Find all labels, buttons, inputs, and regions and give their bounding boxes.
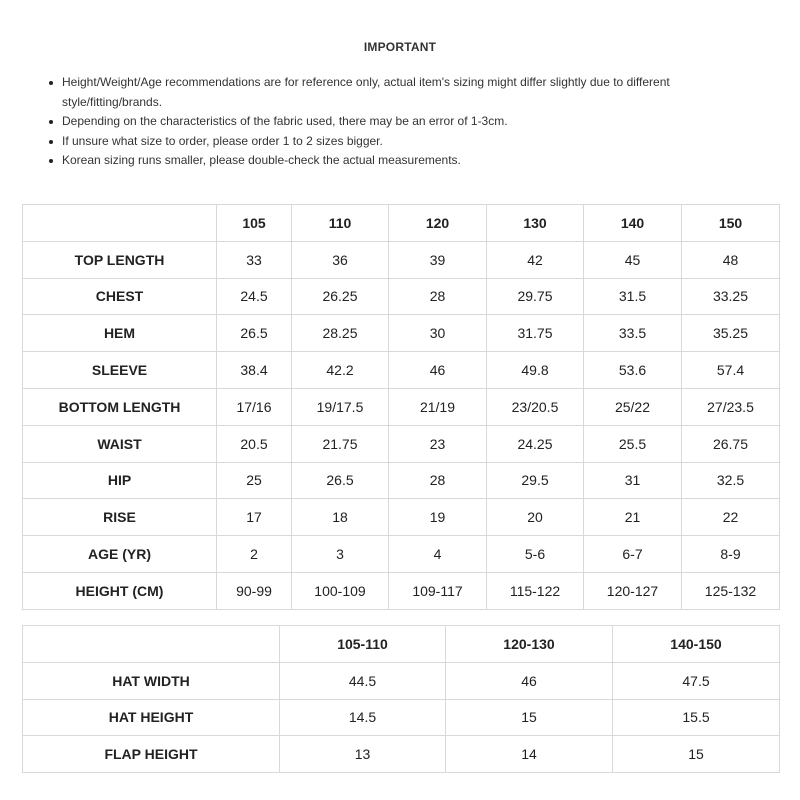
size-table-cell: 25.5 xyxy=(584,425,682,462)
size-table-row-label: BOTTOM LENGTH xyxy=(23,388,217,425)
size-table-cell: 31.75 xyxy=(487,315,584,352)
size-table-column-header: 120 xyxy=(389,205,487,242)
size-table-cell: 8-9 xyxy=(682,536,780,573)
note-item: Depending on the characteristics of the fabric used, there may be an error of 1-3cm. xyxy=(46,112,766,132)
size-table-cell: 22 xyxy=(682,499,780,536)
size-table-row xyxy=(23,352,780,389)
size-table-row xyxy=(23,241,780,278)
size-table-cell: 6-7 xyxy=(584,536,682,573)
size-table-cell: 23 xyxy=(389,425,487,462)
size-table-cell: 53.6 xyxy=(584,352,682,389)
hat-table-cell: 15 xyxy=(446,699,613,736)
notes-list xyxy=(46,73,766,171)
size-table-cell: 28 xyxy=(389,462,487,499)
size-table-row-label: TOP LENGTH xyxy=(23,241,217,278)
size-table-cell: 28.25 xyxy=(292,315,389,352)
size-table-row-label: SLEEVE xyxy=(23,352,217,389)
size-table-cell: 26.5 xyxy=(217,315,292,352)
size-table-cell: 25/22 xyxy=(584,388,682,425)
size-table-column-header: 105 xyxy=(217,205,292,242)
size-table-cell: 20.5 xyxy=(217,425,292,462)
size-table-cell: 17 xyxy=(217,499,292,536)
size-table-row xyxy=(23,388,780,425)
size-table-header-row xyxy=(23,205,780,242)
size-table-cell: 125-132 xyxy=(682,572,780,609)
size-table-cell: 31 xyxy=(584,462,682,499)
size-table-cell: 28 xyxy=(389,278,487,315)
size-table-cell: 27/23.5 xyxy=(682,388,780,425)
size-table-cell: 18 xyxy=(292,499,389,536)
size-table-cell: 100-109 xyxy=(292,572,389,609)
size-table-cell: 49.8 xyxy=(487,352,584,389)
size-table-cell: 3 xyxy=(292,536,389,573)
size-table-cell: 36 xyxy=(292,241,389,278)
size-chart-table xyxy=(22,204,780,610)
size-table-cell: 19 xyxy=(389,499,487,536)
size-table-cell: 42.2 xyxy=(292,352,389,389)
size-table-row-label: HEIGHT (CM) xyxy=(23,572,217,609)
size-table-cell: 25 xyxy=(217,462,292,499)
size-table-cell: 29.5 xyxy=(487,462,584,499)
hat-table-column-header: 120-130 xyxy=(446,626,613,663)
size-table-cell: 19/17.5 xyxy=(292,388,389,425)
size-table-cell: 29.75 xyxy=(487,278,584,315)
size-table-cell: 20 xyxy=(487,499,584,536)
size-table-corner-cell xyxy=(23,205,217,242)
size-table-row xyxy=(23,278,780,315)
hat-table-row-label: HAT WIDTH xyxy=(23,662,280,699)
size-table-cell: 5-6 xyxy=(487,536,584,573)
hat-table-corner-cell xyxy=(23,626,280,663)
hat-table-cell: 44.5 xyxy=(280,662,446,699)
note-item: Height/Weight/Age recommendations are for reference only, actual item's sizing might differ slightly due to different style/fitting/brands. xyxy=(46,73,766,112)
hat-table-column-header: 105-110 xyxy=(280,626,446,663)
size-table-cell: 26.75 xyxy=(682,425,780,462)
hat-table-row xyxy=(23,736,780,773)
size-table-cell: 42 xyxy=(487,241,584,278)
size-table-cell: 33 xyxy=(217,241,292,278)
size-table-cell: 33.5 xyxy=(584,315,682,352)
hat-table-row-label: HAT HEIGHT xyxy=(23,699,280,736)
size-table-row xyxy=(23,462,780,499)
size-table-cell: 48 xyxy=(682,241,780,278)
size-table-cell: 23/20.5 xyxy=(487,388,584,425)
page-title: IMPORTANT xyxy=(363,40,437,54)
size-table-column-header: 130 xyxy=(487,205,584,242)
size-table-row xyxy=(23,315,780,352)
size-table-row xyxy=(23,572,780,609)
hat-table-cell: 15.5 xyxy=(613,699,780,736)
size-table-cell: 4 xyxy=(389,536,487,573)
size-table-cell: 46 xyxy=(389,352,487,389)
size-table-row xyxy=(23,499,780,536)
size-table-cell: 38.4 xyxy=(217,352,292,389)
hat-table-cell: 47.5 xyxy=(613,662,780,699)
size-table-cell: 21.75 xyxy=(292,425,389,462)
hat-size-table xyxy=(22,625,780,773)
size-table-row xyxy=(23,425,780,462)
size-table-row-label: HIP xyxy=(23,462,217,499)
size-table-row xyxy=(23,536,780,573)
size-table-cell: 21/19 xyxy=(389,388,487,425)
size-table-cell: 17/16 xyxy=(217,388,292,425)
hat-table-row xyxy=(23,699,780,736)
hat-table-cell: 13 xyxy=(280,736,446,773)
size-table-cell: 24.25 xyxy=(487,425,584,462)
size-table-column-header: 110 xyxy=(292,205,389,242)
hat-table-row-label: FLAP HEIGHT xyxy=(23,736,280,773)
size-table-row-label: AGE (YR) xyxy=(23,536,217,573)
hat-table-cell: 15 xyxy=(613,736,780,773)
size-table-cell: 31.5 xyxy=(584,278,682,315)
size-table-cell: 2 xyxy=(217,536,292,573)
size-table-cell: 45 xyxy=(584,241,682,278)
size-table-cell: 120-127 xyxy=(584,572,682,609)
size-table-cell: 30 xyxy=(389,315,487,352)
size-table-row-label: RISE xyxy=(23,499,217,536)
size-table-column-header: 140 xyxy=(584,205,682,242)
size-table-cell: 26.5 xyxy=(292,462,389,499)
size-table-cell: 115-122 xyxy=(487,572,584,609)
size-table-column-header: 150 xyxy=(682,205,780,242)
note-item: Korean sizing runs smaller, please double-check the actual measurements. xyxy=(46,151,766,171)
note-item: If unsure what size to order, please order 1 to 2 sizes bigger. xyxy=(46,132,766,152)
hat-table-cell: 14.5 xyxy=(280,699,446,736)
size-table-cell: 24.5 xyxy=(217,278,292,315)
size-table-cell: 90-99 xyxy=(217,572,292,609)
size-table-row-label: HEM xyxy=(23,315,217,352)
hat-table-column-header: 140-150 xyxy=(613,626,780,663)
hat-table-header-row xyxy=(23,626,780,663)
hat-table-row xyxy=(23,662,780,699)
hat-table-cell: 14 xyxy=(446,736,613,773)
size-table-row-label: WAIST xyxy=(23,425,217,462)
size-table-cell: 26.25 xyxy=(292,278,389,315)
hat-table-cell: 46 xyxy=(446,662,613,699)
size-table-cell: 39 xyxy=(389,241,487,278)
size-table-cell: 32.5 xyxy=(682,462,780,499)
size-table-cell: 21 xyxy=(584,499,682,536)
size-table-cell: 109-117 xyxy=(389,572,487,609)
size-table-cell: 35.25 xyxy=(682,315,780,352)
size-table-cell: 57.4 xyxy=(682,352,780,389)
size-table-cell: 33.25 xyxy=(682,278,780,315)
size-table-row-label: CHEST xyxy=(23,278,217,315)
